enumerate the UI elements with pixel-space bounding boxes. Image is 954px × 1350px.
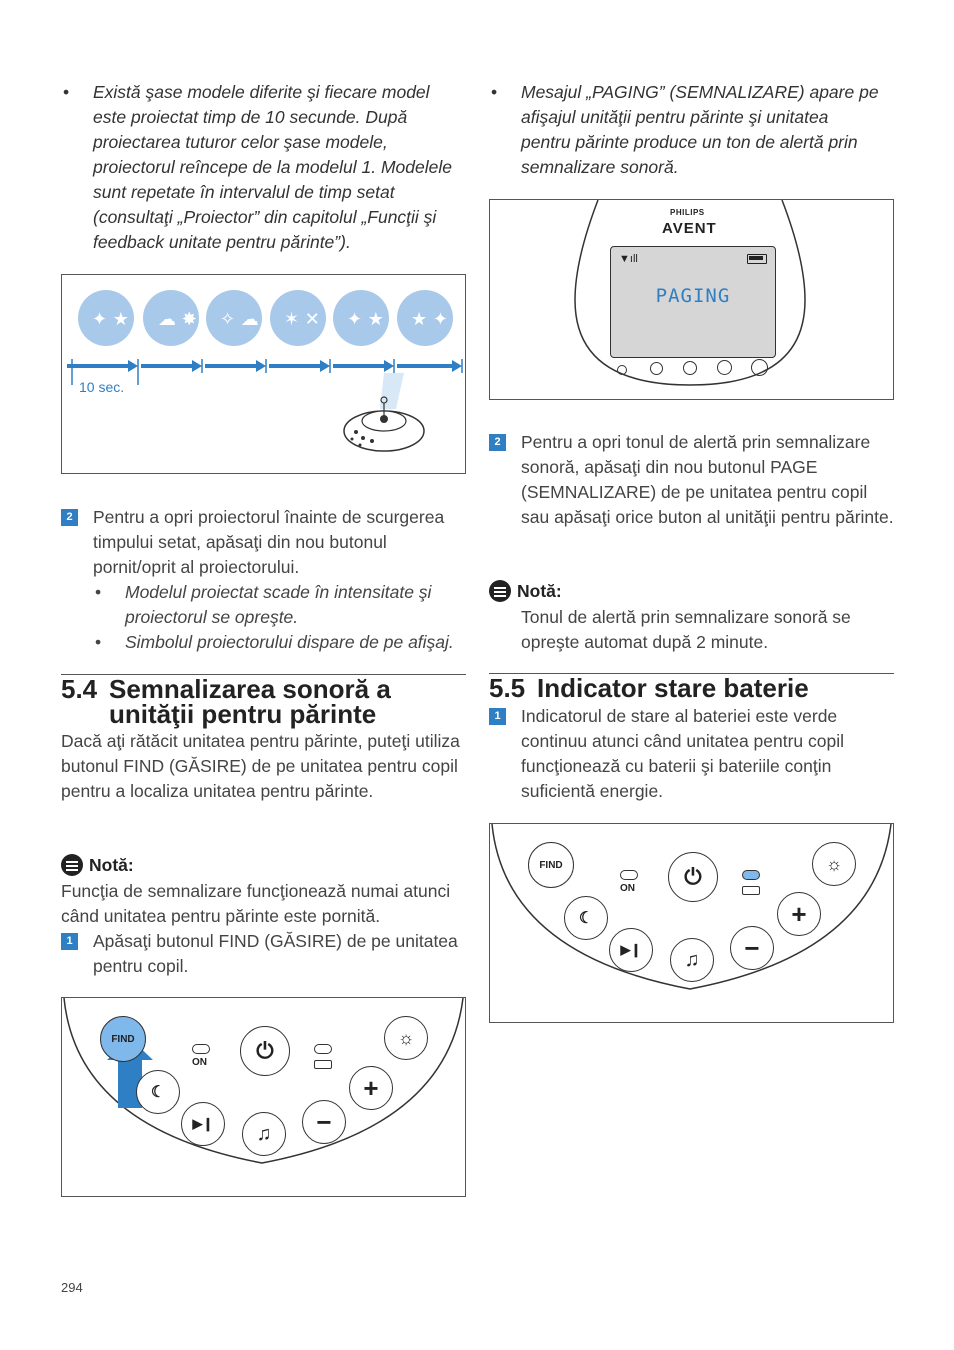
section-number: 5.5 [489, 673, 526, 703]
brand-philips: PHILIPS [670, 208, 705, 217]
step-text: Pentru a opri proiectorul înainte de scurgerea timpului setat, apăsaţi din nou butonul pornit/oprit al proiectorului. [93, 507, 445, 577]
step-subbullet: • Simbolul proiectorului dispare de pe afişaj. [125, 630, 466, 655]
step-subbullet: • Modelul proiectat scade în intensitate şi proiectorul se opreşte. [125, 580, 466, 630]
projector-button[interactable]: ☾ [136, 1070, 180, 1114]
section-title-line1: Semnalizarea sonoră a [109, 674, 391, 704]
baby-unit-panel-figure [61, 997, 466, 1197]
parent-unit-display [610, 246, 776, 358]
play-pause-button[interactable]: ▶❙ [609, 928, 653, 972]
svg-text:✦ ★: ✦ ★ [92, 309, 129, 330]
svg-text:☁ ✸: ☁ ✸ [158, 309, 197, 330]
step-text: Apăsaţi butonul FIND (GĂSIRE) de pe unitatea pentru copil. [93, 931, 458, 976]
brand-avent: AVENT [662, 220, 717, 237]
battery-icon [742, 886, 760, 895]
battery-full-icon [747, 254, 767, 264]
step-number: 1 [61, 933, 78, 950]
note-text: Tonul de alertă prin semnalizare sonoră se opreşte automat după 2 minute. [521, 607, 851, 652]
on-label: ON [192, 1057, 207, 1068]
projector-patterns-illustration [62, 275, 465, 473]
svg-text:★ ✦: ★ ✦ [411, 309, 448, 330]
section-number: 5.4 [61, 674, 98, 704]
interval-label: 10 sec. [79, 379, 125, 395]
section-title: Indicator stare baterie [537, 673, 809, 703]
volume-up-button[interactable]: + [349, 1066, 393, 1110]
section-heading-5-4 [61, 674, 466, 727]
battery-icon [314, 1060, 332, 1069]
step-text: Pentru a opri tonul de alertă prin semnalizare sonoră, apăsaţi din nou butonul PAGE (SEMNALIZARE) de pe unitatea pentru copil sau apăsaţi orice buton al unităţii pentru părinte. [521, 432, 894, 527]
find-button[interactable]: FIND [100, 1016, 146, 1062]
signal-icon: ▼ıll [619, 253, 638, 265]
play-pause-button[interactable]: ▶❙ [181, 1102, 225, 1146]
light-button[interactable]: ☼ [812, 842, 856, 886]
parent-button-2[interactable] [650, 362, 663, 375]
projector-bullet: • Există şase modele diferite şi fiecare model este proiectat timp de 10 secunde. După proiectarea tuturor celor şase modele, proiectorul reîncepe de la modelul 1. Modelele sunt repetate în intervalul de timp setat (consultaţi „Proiector” din capitolul „Funcţii şi feedback unitate pentru părinte”). [93, 80, 453, 255]
battery-led-green [742, 870, 760, 880]
parent-button-4[interactable] [717, 360, 732, 375]
battery-step [489, 704, 894, 804]
note-icon [489, 580, 511, 602]
volume-up-button[interactable]: + [777, 892, 821, 936]
music-button[interactable]: ♫ [670, 938, 714, 982]
on-label: ON [620, 883, 635, 894]
paging-message: PAGING [655, 285, 731, 307]
step-number: 2 [489, 434, 506, 451]
light-button[interactable]: ☼ [384, 1016, 428, 1060]
projector-stop-step [61, 505, 466, 655]
power-led [192, 1044, 210, 1054]
step-number: 2 [61, 509, 78, 526]
paging-bullet: • Mesajul „PAGING” (SEMNALIZARE) apare pe afişajul unităţii pentru părinte şi unitatea pentru părinte produce un ton de alertă prin semnalizare sonoră. [521, 80, 881, 180]
note-title: Notă: [489, 579, 562, 604]
note-icon [61, 854, 83, 876]
music-button[interactable]: ♫ [242, 1112, 286, 1156]
section-heading-5-5 [489, 673, 894, 701]
power-button[interactable]: ⏻ [240, 1026, 290, 1076]
projector-patterns-figure [61, 274, 466, 474]
power-led [620, 870, 638, 880]
volume-down-button[interactable]: − [302, 1100, 346, 1144]
note-text: Funcţia de semnalizare funcţionează numai atunci când unitatea pentru părinte este pornită. [61, 881, 451, 926]
parent-button-3[interactable] [683, 361, 697, 375]
parent-unit-figure [489, 199, 894, 400]
svg-text:✶ ✕: ✶ ✕ [284, 309, 320, 330]
battery-panel-figure [489, 823, 894, 1023]
volume-down-button[interactable]: − [730, 926, 774, 970]
paging-stop-step [489, 430, 894, 530]
step-number: 1 [489, 708, 506, 725]
parent-button-1[interactable] [617, 365, 627, 375]
find-step [61, 929, 466, 979]
step-text: Indicatorul de stare al bateriei este verde continuu atunci când unitatea pentru copil funcţionează cu baterii şi bateriile conţin suficientă energie. [521, 706, 845, 801]
battery-led [314, 1044, 332, 1054]
projector-button[interactable]: ☾ [564, 896, 608, 940]
find-button[interactable]: FIND [528, 842, 574, 888]
section-title-line2: unităţii pentru părinte [109, 699, 377, 729]
page-number: 294 [61, 1280, 83, 1295]
svg-text:✧ ☁: ✧ ☁ [220, 309, 259, 330]
note-title: Notă: [61, 853, 134, 878]
svg-text:✦ ★: ✦ ★ [347, 309, 384, 330]
power-button[interactable]: ⏻ [668, 852, 718, 902]
section-intro: Dacă aţi rătăcit unitatea pentru părinte, puteţi utiliza butonul FIND (GĂSIRE) de pe unitatea pentru copil pentru a localiza unitatea pentru părinte. [61, 731, 460, 801]
parent-button-5[interactable] [751, 359, 768, 376]
